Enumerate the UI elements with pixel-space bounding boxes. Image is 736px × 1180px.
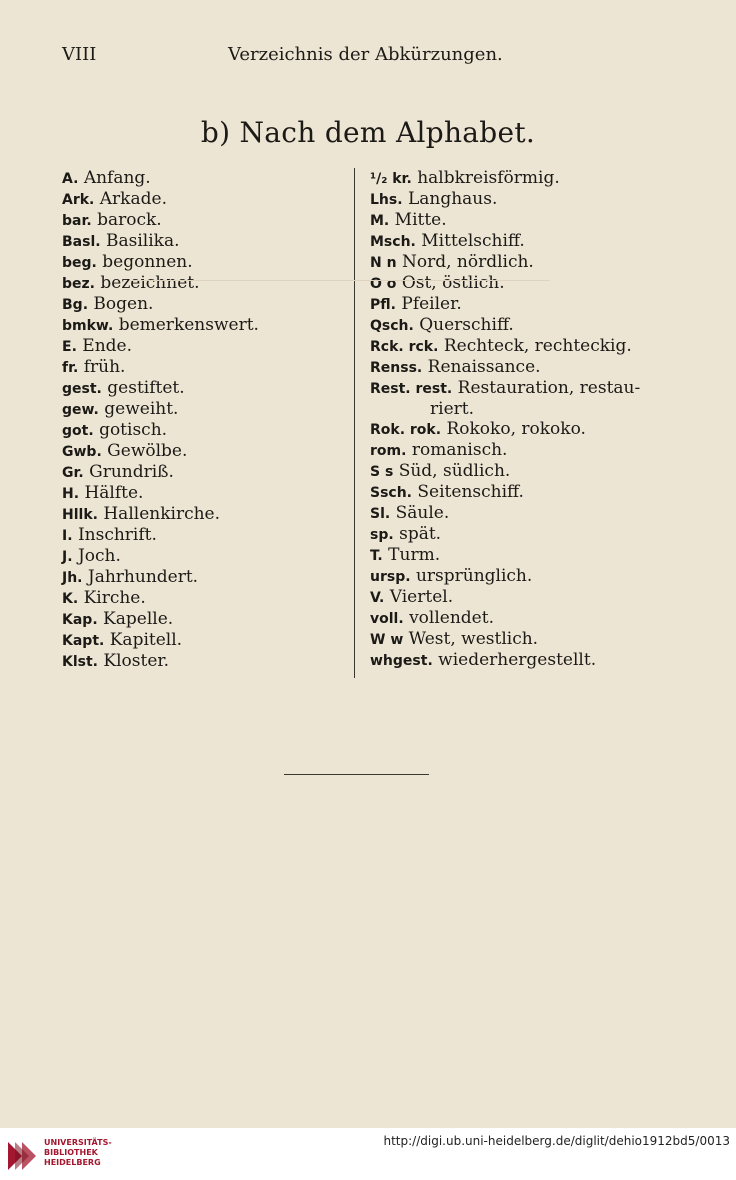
abbreviation: bar. bbox=[62, 213, 92, 229]
abbreviation: K. bbox=[62, 591, 79, 607]
abbreviation: Qsch. bbox=[370, 318, 414, 334]
abbreviation-meaning: Seitenschiff. bbox=[417, 482, 524, 502]
abbreviation: M. bbox=[370, 213, 390, 229]
right-abbreviation-column bbox=[370, 168, 670, 671]
abbreviation-entry bbox=[62, 525, 347, 546]
abbreviation: Klst. bbox=[62, 654, 98, 670]
abbreviation: Bg. bbox=[62, 297, 89, 313]
abbreviation-meaning: bezeichnet. bbox=[100, 273, 200, 293]
abbreviation: Pfl. bbox=[370, 297, 396, 313]
abbreviation-entry bbox=[370, 503, 670, 524]
abbreviation-meaning: Renaissance. bbox=[427, 357, 541, 377]
abbreviation: Gr. bbox=[62, 465, 84, 481]
abbreviation-meaning: gestiftet. bbox=[107, 378, 185, 398]
abbreviation-entry bbox=[62, 294, 347, 315]
abbreviation-meaning: geweiht. bbox=[104, 399, 179, 419]
page-header bbox=[62, 44, 674, 70]
abbreviation-meaning: Langhaus. bbox=[407, 189, 498, 209]
abbreviation: I. bbox=[62, 528, 73, 544]
abbreviation-meaning: wiederhergestellt. bbox=[438, 650, 597, 670]
abbreviation-meaning: spät. bbox=[399, 524, 442, 544]
abbreviation-meaning: barock. bbox=[97, 210, 162, 230]
abbreviation: Gwb. bbox=[62, 444, 102, 460]
abbreviation: W w bbox=[370, 632, 404, 648]
abbreviation-meaning: Mitte. bbox=[394, 210, 447, 230]
abbreviation-entry bbox=[62, 168, 347, 189]
abbreviation: S s bbox=[370, 464, 394, 480]
abbreviation: voll. bbox=[370, 611, 404, 627]
abbreviation: Ssch. bbox=[370, 485, 412, 501]
abbreviation-entry bbox=[62, 315, 347, 336]
abbreviation-entry bbox=[370, 357, 670, 378]
abbreviation-entry bbox=[370, 378, 670, 399]
abbreviation-entry bbox=[62, 567, 347, 588]
abbreviation: gest. bbox=[62, 381, 102, 397]
abbreviation-entry bbox=[370, 189, 670, 210]
abbreviation-meaning: Ende. bbox=[82, 336, 133, 356]
abbreviation-entry bbox=[370, 566, 670, 587]
library-logo-icon bbox=[6, 1138, 38, 1174]
abbreviation-meaning: Pfeiler. bbox=[401, 294, 462, 314]
abbreviation-entry bbox=[62, 357, 347, 378]
abbreviation: T. bbox=[370, 548, 383, 564]
abbreviation-entry bbox=[62, 231, 347, 252]
abbreviation: rom. bbox=[370, 443, 407, 459]
abbreviation-meaning: halbkreisförmig. bbox=[417, 168, 560, 188]
abbreviation-entry bbox=[370, 440, 670, 461]
abbreviation: Kap. bbox=[62, 612, 98, 628]
abbreviation-meaning: Hallenkirche. bbox=[103, 504, 221, 524]
abbreviation: Sl. bbox=[370, 506, 391, 522]
abbreviation-entry bbox=[370, 231, 670, 252]
abbreviation-meaning: Süd, südlich. bbox=[398, 461, 511, 481]
abbreviation: Renss. bbox=[370, 360, 423, 376]
abbreviation-meaning: früh. bbox=[83, 357, 126, 377]
abbreviation-meaning: Säule. bbox=[395, 503, 450, 523]
abbreviation: got. bbox=[62, 423, 94, 439]
abbreviation: N n bbox=[370, 255, 397, 271]
abbreviation-meaning: Jahrhundert. bbox=[87, 567, 199, 587]
abbreviation: ursp. bbox=[370, 569, 411, 585]
abbreviation-entry bbox=[370, 461, 670, 482]
abbreviation-entry bbox=[62, 420, 347, 441]
abbreviation-meaning: ursprünglich. bbox=[415, 566, 533, 586]
abbreviation: Rest. rest. bbox=[370, 381, 453, 397]
left-abbreviation-column bbox=[62, 168, 347, 672]
abbreviation-meaning: bemerkenswert. bbox=[118, 315, 259, 335]
abbreviation: Msch. bbox=[370, 234, 416, 250]
abbreviation-meaning: Grundriß. bbox=[89, 462, 174, 482]
end-rule bbox=[284, 774, 429, 775]
abbreviation-meaning: Querschiff. bbox=[419, 315, 514, 335]
abbreviation-entry bbox=[370, 545, 670, 566]
abbreviation-entry bbox=[370, 294, 670, 315]
abbreviation-entry bbox=[370, 482, 670, 503]
abbreviation: bmkw. bbox=[62, 318, 114, 334]
abbreviation-meaning: Turm. bbox=[388, 545, 441, 565]
abbreviation-meaning: gotisch. bbox=[99, 420, 168, 440]
abbreviation-entry bbox=[370, 210, 670, 231]
abbreviation-entry bbox=[62, 546, 347, 567]
abbreviation-meaning: Anfang. bbox=[83, 168, 151, 188]
abbreviation-meaning: Arkade. bbox=[99, 189, 167, 209]
abbreviation-meaning: romanisch. bbox=[411, 440, 508, 460]
show-through-shadow bbox=[130, 250, 550, 281]
abbreviation-entry bbox=[370, 336, 670, 357]
abbreviation-meaning: Restauration, restau- bbox=[457, 378, 641, 398]
abbreviation: Rck. rck. bbox=[370, 339, 439, 355]
abbreviation-meaning: Rechteck, rechteckig. bbox=[443, 336, 632, 356]
library-name-line: HEIDELBERG bbox=[44, 1158, 101, 1167]
abbreviation-meaning: vollendet. bbox=[409, 608, 494, 628]
abbreviation: whgest. bbox=[370, 653, 433, 669]
abbreviation-meaning: riert. bbox=[430, 399, 474, 419]
abbreviation: fr. bbox=[62, 360, 79, 376]
abbreviation: Ark. bbox=[62, 192, 95, 208]
abbreviation-entry bbox=[62, 441, 347, 462]
page-number: VIII bbox=[62, 44, 97, 65]
abbreviation-entry bbox=[62, 336, 347, 357]
abbreviation-entry bbox=[62, 462, 347, 483]
abbreviation-entry bbox=[370, 315, 670, 336]
abbreviation-meaning: Viertel. bbox=[389, 587, 454, 607]
abbreviation-entry bbox=[370, 419, 670, 440]
abbreviation: O o bbox=[370, 276, 397, 292]
abbreviation: A. bbox=[62, 171, 79, 187]
abbreviation-meaning: Kloster. bbox=[103, 651, 170, 671]
library-name-line: UNIVERSITÄTS- bbox=[44, 1138, 112, 1147]
abbreviation-entry bbox=[62, 189, 347, 210]
abbreviation: gew. bbox=[62, 402, 99, 418]
abbreviation: Jh. bbox=[62, 570, 83, 586]
abbreviation-meaning: Mittelschiff. bbox=[421, 231, 525, 251]
abbreviation: Hllk. bbox=[62, 507, 98, 523]
library-footer bbox=[0, 1128, 736, 1180]
abbreviation-meaning: Inschrift. bbox=[77, 525, 157, 545]
abbreviation: H. bbox=[62, 486, 80, 502]
abbreviation-meaning: begonnen. bbox=[102, 252, 193, 272]
abbreviation-meaning: Ost, östlich. bbox=[401, 273, 505, 293]
abbreviation-entry bbox=[370, 524, 670, 545]
abbreviation-entry bbox=[62, 483, 347, 504]
abbreviation-entry bbox=[62, 588, 347, 609]
abbreviation-entry bbox=[370, 608, 670, 629]
abbreviation: sp. bbox=[370, 527, 394, 543]
abbreviation-meaning: Rokoko, rokoko. bbox=[446, 419, 586, 439]
abbreviation-entry bbox=[62, 630, 347, 651]
abbreviation-entry bbox=[370, 629, 670, 650]
abbreviation-meaning: Bogen. bbox=[93, 294, 154, 314]
abbreviation-entry bbox=[62, 210, 347, 231]
abbreviation-entry bbox=[62, 609, 347, 630]
abbreviation: J. bbox=[62, 549, 73, 565]
running-title: Verzeichnis der Abkürzungen. bbox=[228, 44, 503, 65]
abbreviation: V. bbox=[370, 590, 385, 606]
abbreviation-meaning: Gewölbe. bbox=[107, 441, 188, 461]
abbreviation: E. bbox=[62, 339, 77, 355]
abbreviation-meaning: Kirche. bbox=[83, 588, 146, 608]
abbreviation-meaning: Joch. bbox=[77, 546, 121, 566]
abbreviation-meaning: Nord, nördlich. bbox=[401, 252, 534, 272]
abbreviation-entry bbox=[62, 399, 347, 420]
abbreviation: Lhs. bbox=[370, 192, 403, 208]
abbreviation-entry bbox=[62, 504, 347, 525]
abbreviation: beg. bbox=[62, 255, 97, 271]
abbreviation-meaning: Kapelle. bbox=[103, 609, 174, 629]
library-name bbox=[44, 1138, 112, 1168]
abbreviation-entry bbox=[370, 168, 670, 189]
abbreviation: Rok. rok. bbox=[370, 422, 442, 438]
source-url-link[interactable]: http://digi.ub.uni-heidelberg.de/diglit/dehio1912bd5/0013 bbox=[383, 1134, 730, 1148]
section-title: b) Nach dem Alphabet. bbox=[200, 116, 536, 149]
column-divider bbox=[354, 168, 355, 678]
abbreviation: ¹/₂ kr. bbox=[370, 171, 412, 187]
abbreviation-entry bbox=[370, 587, 670, 608]
abbreviation: bez. bbox=[62, 276, 95, 292]
abbreviation-meaning: Hälfte. bbox=[84, 483, 144, 503]
abbreviation-entry bbox=[370, 399, 670, 419]
abbreviation: Basl. bbox=[62, 234, 101, 250]
abbreviation-meaning: West, westlich. bbox=[408, 629, 539, 649]
abbreviation-meaning: Basilika. bbox=[105, 231, 180, 251]
abbreviation-entry bbox=[62, 651, 347, 672]
abbreviation-entry bbox=[370, 650, 670, 671]
abbreviation-entry bbox=[62, 378, 347, 399]
abbreviation: Kapt. bbox=[62, 633, 105, 649]
library-name-line: BIBLIOTHEK bbox=[44, 1148, 98, 1157]
abbreviation-meaning: Kapitell. bbox=[109, 630, 183, 650]
